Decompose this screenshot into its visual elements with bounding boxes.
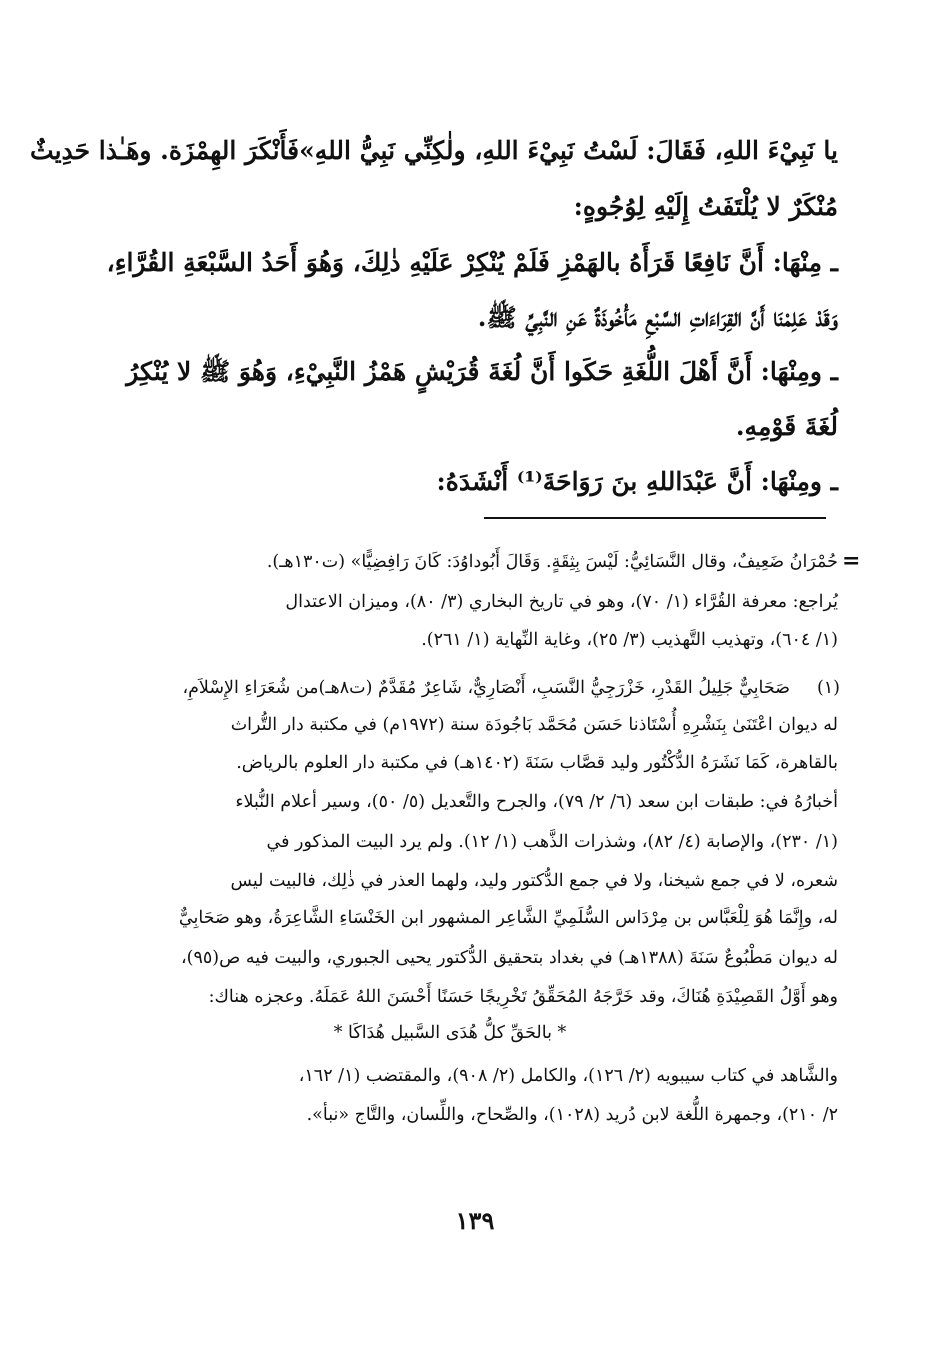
continuation-mark: = <box>842 548 861 574</box>
footnote-line: له ديوان مَطْبُوعٌ سَنَةَ (١٣٨٨هـ) في بغداد بتحقيق الدُّكتور يحيى الجبوري، والبيت فيه ص(٩٥)، <box>181 948 838 968</box>
footnote-continuation-line: حُمْرَانُ ضَعِيفٌ، وقال النَّسَائِيُّ: لَيْسَ بِثِقَةٍ. وَقَالَ أَبُوداوُدَ: كَانَ رَافِضِيًّا» (ت١٣٠هـ). <box>266 552 838 572</box>
footnote-line: والشَّاهد في كتاب سيبويه (٢/ ١٢٦)، والكامل (٢/ ٩٠٨)، والمقتضب (١/ ١٦٢، <box>298 1066 838 1086</box>
footnote-line: له، وإِنَّمَا هُوَ لِلْعَبَّاس بن مِرْدَاس السُّلَمِيِّ الشَّاعِر المشهور ابن الخَنْسَاءِ الشَّاعِرَةُ، وهو صَحَابِيٌّ <box>178 908 838 928</box>
main-text-line: مُنْكَرٌ لا يُلْتَفَتُ إِلَيْهِ لِوُجُوهٍ: <box>573 192 838 221</box>
main-text-line: ـ مِنْهَا: أَنَّ نَافِعًا قَرَأَهُ بالهَمْزِ فَلَمْ يُنْكِرْ عَلَيْهِ ذٰلِكَ، وَهُوَ أَحَدُ السَّبْعَةِ القُرَّاءِ، <box>106 248 838 277</box>
footnote-line: أخبارُهُ في: طبقات ابن سعد (٦/ ٢/ ٧٩)، والجرح والتَّعديل (٥/ ٥٠)، وسير أعلام النُّبلاء <box>235 792 838 812</box>
main-text-line: وَقَدْ عَلِمْنَا أَنَّ القِرَاءَاتِ السَّبْعِ مَأْخُوذَةٌ عَنِ النَّبِيِّ ﷺ. <box>477 303 838 332</box>
page-number: ١٣٩ <box>455 1206 495 1235</box>
footnote-continuation-line: (١/ ٦٠٤)، وتهذيب التَّهذيب (٣/ ٢٥)، وغاية النِّهاية (١/ ٢٦١). <box>421 630 838 650</box>
main-text-line: لُغَةَ قَوْمِهِ. <box>735 412 838 441</box>
footnote-line: بالقاهرة، كَمَا نَشَرَهُ الدُّكْتُور وليد قصَّاب سَنَةَ (١٤٠٢هـ) في مكتبة دار العلوم بالرياض. <box>236 753 838 773</box>
footnote-line: ٢/ ٢١٠)، وجمهرة اللُّغة لابن دُريد (١٠٢٨)، والصِّحاح، واللِّسان، والتَّاج «نبأ». <box>306 1105 838 1125</box>
footnote-line: له ديوان اعْتَنَىٰ بِنَشْرِهِ أُسْتَاذنا حَسَن مُحَمَّد بَاجُودَة سنة (١٩٧٢م) في مكتبة دار التُّراث <box>230 715 838 735</box>
footnote-verse: * بالحَقِّ كلُّ هُدَى السَّبيل هُدَاكَا * <box>333 1023 567 1043</box>
footnote-marker: (١) <box>816 678 840 698</box>
main-text-line: ـ ومِنْهَا: أَنَّ أَهْلَ اللُّغَةِ حَكَوا أَنَّ لُغَةَ قُرَيْشٍ هَمْزُ النَّبِيْءِ، وَهُوَ ﷺ لا يُنْكِرُ <box>126 357 838 386</box>
footnote-line: شعره، لا في جمع شيخنا، ولا في جمع الدُّكتور وليد، ولهما العذر في ذٰلِك، فالبيت ليس <box>230 871 838 891</box>
footnote-separator <box>484 517 826 519</box>
footnote-line: (١/ ٢٣٠)، والإصابة (٤/ ٨٢)، وشذرات الذَّهب (١/ ١٢). ولم يرد البيت المذكور في <box>266 832 838 852</box>
footnote-continuation-line: يُراجع: معرفة القُرَّاء (١/ ٧٠)، وهو في تاريخ البخاري (٣/ ٨٠)، وميزان الاعتدال <box>285 592 838 612</box>
main-text-line: ـ ومِنْهَا: أَنَّ عَبْدَاللهِ بنَ رَوَاحَةَ⁽¹⁾ أَنْشَدَهُ: <box>436 467 838 496</box>
footnote-line: وهو أَوَّلُ القَصِيْدَةِ هُنَاكَ، وقد خَرَّجَهُ المُحَقِّقُ تَخْرِيجًا حَسَنًا أَحْسَنَ اللهُ عَمَلَهُ. وعجزه هناك: <box>208 987 838 1007</box>
footnote-line: صَحَابِيٌّ جَلِيلُ القَدْرِ، خَزْرَجِيُّ النَّسَبِ، أَنْصَارِيٌّ، شَاعِرٌ مُقَدَّمٌ (ت٨هـ)من شُعَرَاءِ الإِسْلاَمِ، <box>182 678 790 698</box>
main-text-line: يا نَبِيْءَ اللهِ، فَقَالَ: لَسْتُ نَبِيْءَ اللهِ، ولٰكِنِّي نَبِيُّ اللهِ»فَأَنْكَرَ الهِمْزَة. وهَـٰذا حَدِيثٌ <box>30 136 838 165</box>
